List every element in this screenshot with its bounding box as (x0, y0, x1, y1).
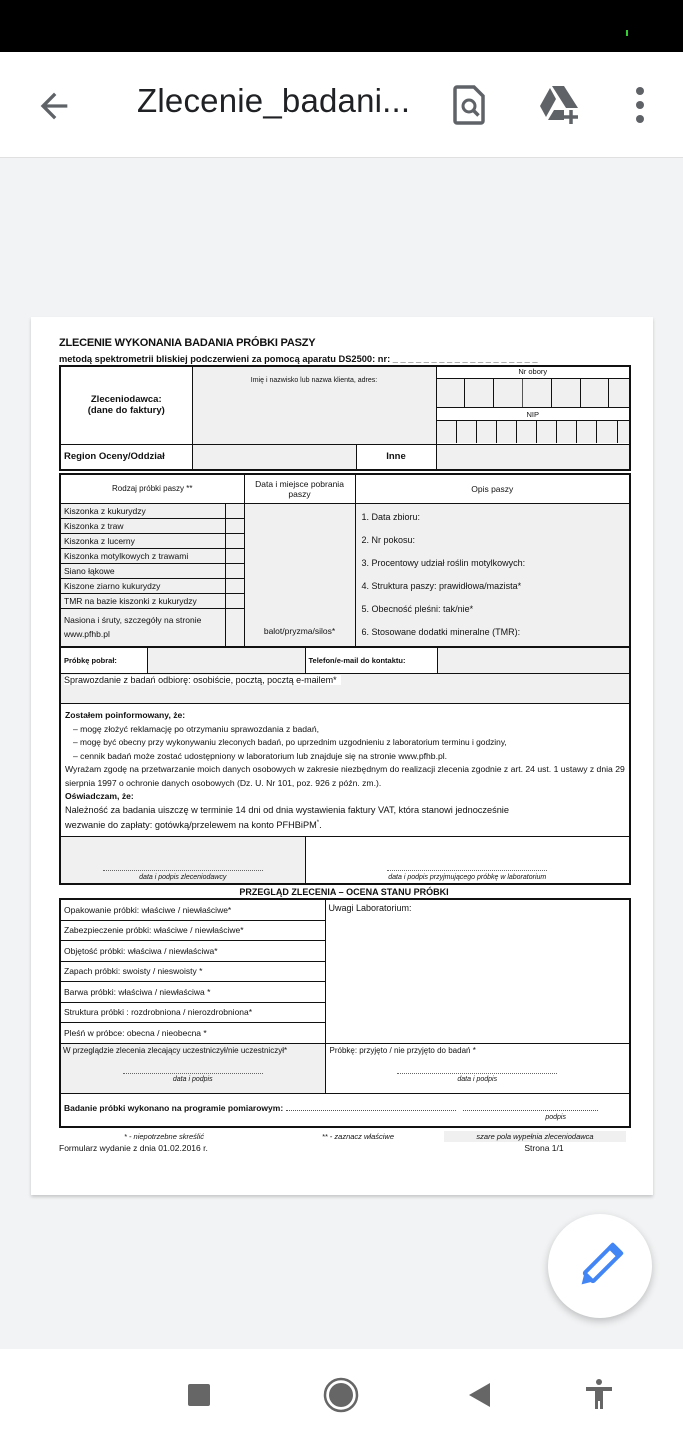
contact-field[interactable] (437, 647, 630, 674)
nip-field[interactable] (437, 421, 630, 443)
back-triangle-icon (460, 1375, 500, 1415)
sample-type-checkbox[interactable] (225, 518, 244, 533)
home-button[interactable] (320, 1375, 360, 1415)
recents-button[interactable] (180, 1375, 220, 1415)
sample-type-header: Rodzaj próbki paszy ** (60, 474, 244, 503)
sample-type-checkbox[interactable] (225, 503, 244, 518)
edit-fab-button[interactable] (548, 1214, 652, 1318)
sample-type-checkbox[interactable] (225, 548, 244, 563)
sample-type-checkbox[interactable] (225, 578, 244, 593)
sample-type-checkbox[interactable] (225, 608, 244, 646)
report-delivery-field[interactable]: Sprawozdanie z badań odbiorę: osobiście, pocztą, pocztą e-mailem* (60, 674, 630, 704)
edit-pencil-icon (548, 1214, 652, 1318)
review-table (59, 898, 631, 1128)
region-field[interactable] (192, 444, 356, 470)
review-item[interactable]: Barwa próbki: właściwa / niewłaściwa * (60, 982, 325, 1003)
sample-type-item: Kiszonka z kukurydzy (60, 503, 225, 518)
lab-notes-field[interactable]: Uwagi Laboratorium: (325, 899, 630, 1043)
client-signature-field[interactable]: data i podpis zleceniodawcy (60, 836, 305, 884)
back-nav-button[interactable] (460, 1375, 500, 1415)
nr-obory-label: Nr obory (437, 367, 630, 379)
sample-type-checkbox[interactable] (225, 563, 244, 578)
program-field[interactable]: Badanie próbki wykonano na programie pomiarowym: podpis (60, 1093, 630, 1127)
status-indicator (626, 30, 628, 36)
recents-square-icon (180, 1375, 220, 1415)
sample-table (59, 473, 631, 648)
sample-type-item: Kiszonka z traw (60, 518, 225, 533)
status-bar (0, 0, 683, 52)
review-item[interactable]: Zabezpieczenie próbki: właściwe / niewłaściwe* (60, 920, 325, 941)
contact-label: Telefon/e-mail do kontaktu: (305, 647, 437, 674)
review-item[interactable]: Pleśń w próbce: obecna / nieobecna * (60, 1023, 325, 1044)
review-item[interactable]: Struktura próbki : rozdrobniona / nierozdrobniona* (60, 1002, 325, 1023)
nr-obory-field[interactable] (437, 379, 630, 407)
edition-text: Formularz wydanie z dnia 01.02.2016 r. (59, 1143, 208, 1154)
pdf-page (31, 317, 653, 1195)
review-item[interactable]: Zapach próbki: swoisty / nieswoisty * (60, 961, 325, 982)
sample-type-item: Siano łąkowe (60, 563, 225, 578)
inne-field[interactable] (436, 444, 630, 470)
find-in-document-button[interactable] (450, 84, 490, 126)
accessibility-button[interactable] (580, 1375, 620, 1415)
contact-table (59, 646, 631, 886)
sample-accept-field[interactable]: Próbkę: przyjęto / nie przyjęto do badań * data i podpis (325, 1043, 630, 1093)
sampled-by-label: Próbkę pobrał: (60, 647, 147, 674)
sampled-by-field[interactable] (147, 647, 305, 674)
review-participation-field[interactable]: W przeglądzie zlecenia zlecający uczestniczył/nie uczestniczył* data i podpis (60, 1043, 325, 1093)
form-title: ZLECENIE WYKONANIA BADANIA PRÓBKI PASZY (59, 337, 316, 349)
arrow-back-icon (34, 86, 74, 126)
date-place-header: Data i miejsce pobrania paszy (244, 474, 355, 503)
add-to-drive-icon (538, 84, 584, 126)
page-number: Strona 1/1 (524, 1143, 564, 1154)
sample-type-item: Kiszonka z lucerny (60, 533, 225, 548)
review-heading: PRZEGLĄD ZLECENIA – OCENA STANU PRÓBKI (239, 887, 449, 898)
sample-type-item: TMR na bazie kiszonki z kukurydzy (60, 593, 225, 608)
region-label: Region Oceny/Oddział (60, 444, 192, 470)
lab-signature-field[interactable]: data i podpis przyjmującego próbkę w laboratorium (305, 836, 630, 884)
sample-type-item: Nasiona i śruty, szczegóły na stronie www.pfhb.pl (60, 608, 225, 646)
more-options-button[interactable] (625, 84, 655, 126)
declaration-block: Zostałem poinformowany, że: – mogę złożyć reklamację po otrzymaniu sprawozdania z badań, – mogę być obecny przy wykonywaniu zleconych badań, po uprzednim uzgodnieniu z laboratorium terminu i godziny, – cennik badań może zostać udostępniony w laboratorium lub znajduje się na stronie www.pfhb.pl. Wyrażam zgodę na przetwarzanie moich danych osobowych w zakresie niezbędnym do realizacji zlecenia zgodnie z art. 24 ust. 1 ustawy z dnia 29 sierpnia 1997 o ochronie danych osobowych (Dz. U. Nr 101, poz. 926 z późn. zm.). Oświadczam, że: Należność za badania uiszczę w terminie 14 dni od dnia wystawienia faktury VAT, która stanowi jednocześnie wezwanie do zapłaty: gotówką/przelewem na konto PFHBiPM*. (60, 704, 630, 837)
client-name-field[interactable]: Imię i nazwisko lub nazwa klienta, adres: (192, 366, 436, 444)
accessibility-icon (580, 1375, 620, 1415)
review-item[interactable]: Objętość próbki: właściwa / niewłaściwa* (60, 941, 325, 962)
document-title: Zlecenie_badani... (137, 82, 411, 119)
form-footer (59, 1143, 629, 1153)
home-circle-icon (320, 1375, 360, 1415)
sample-type-item: Kiszone ziarno kukurydzy (60, 578, 225, 593)
description-field[interactable]: 1. Data zbioru: 2. Nr pokosu: 3. Procentowy udział roślin motylkowych: 4. Struktura paszy: prawidłowa/mazista* 5. Obecność pleśni: tak/nie* 6. Stosowane dodatki mineralne (TMR): (355, 503, 630, 647)
pdf-viewer[interactable] (0, 159, 683, 1349)
app-bar (0, 52, 683, 158)
inne-label: Inne (356, 444, 436, 470)
back-button[interactable] (34, 86, 74, 126)
footnotes: * - niepotrzebne skreślić ** - zaznacz właściwe szare pola wypełnia zleceniodawca (59, 1130, 629, 1142)
sample-type-checkbox[interactable] (225, 593, 244, 608)
storage-field[interactable]: balot/pryzma/silos* (244, 503, 355, 647)
sample-type-checkbox[interactable] (225, 533, 244, 548)
form-subtitle: metodą spektrometrii bliskiej podczerwieni za pomocą aparatu DS2500: nr: _ _ _ _ _ _ _ _ _ _ _ _ _ _ _ _ _ _ _ (59, 354, 538, 364)
description-header: Opis paszy (355, 474, 630, 503)
client-label: Zleceniodawca: (dane do faktury) (60, 366, 192, 444)
form-document (59, 337, 629, 1153)
client-table (59, 365, 631, 471)
system-nav-bar (0, 1349, 683, 1440)
document-search-icon (450, 84, 490, 126)
nip-label: NIP (437, 407, 630, 421)
more-vert-icon (625, 84, 655, 126)
sample-type-item: Kiszonka motylkowych z trawami (60, 548, 225, 563)
add-to-drive-button[interactable] (538, 84, 584, 126)
review-item[interactable]: Opakowanie próbki: właściwe / niewłaściwe* (60, 899, 325, 920)
